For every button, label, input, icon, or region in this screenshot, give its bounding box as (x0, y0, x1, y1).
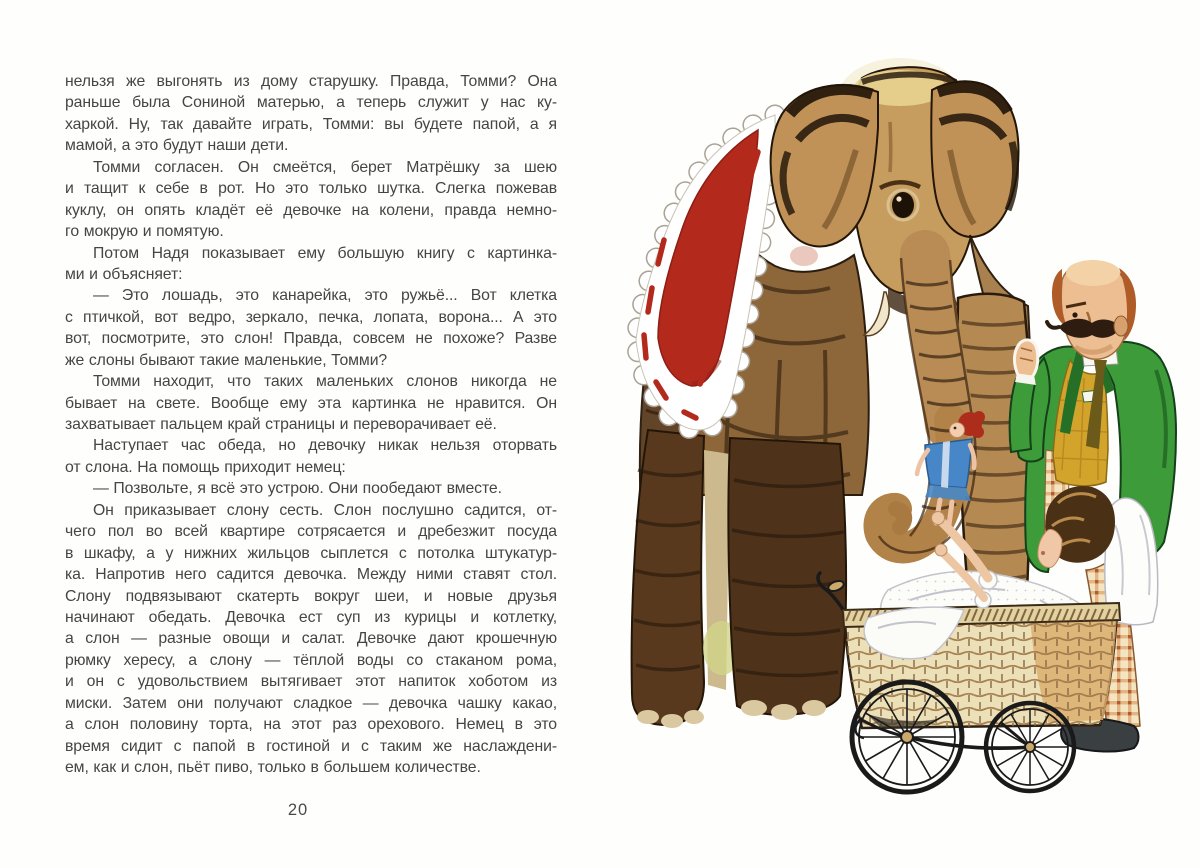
text-line: Он приказывает слону сесть. Слон послушно садится, от- (93, 501, 557, 519)
text-line: рюмку хересу, а слону — тёплой воды со стаканом рома, (65, 651, 557, 669)
text-line: начинают обедать. Девочка ест суп из курицы и котлетку, (65, 608, 557, 626)
text-line: — Позвольте, я всё это устрою. Они пообедают вместе. (93, 480, 502, 498)
text-line: и он с удовольствием вытягивает этот напиток хоботом из (65, 673, 557, 691)
text-line: чего пол во всей квартире сотрясается и дребезжит посуда (65, 523, 557, 541)
text-line: с птичкой, вот ведро, зеркало, печка, лопата, ворона... А это (65, 308, 557, 326)
raised-hand (1010, 340, 1050, 462)
story-text (65, 71, 557, 778)
page-number: 20 (287, 801, 309, 819)
doll-face (950, 423, 965, 438)
cheek-patch (790, 246, 818, 266)
text-line: в шкафу, а у нижних жильцов сыплется с потолка штукатур- (65, 544, 557, 562)
text-line: Слону подвязывают скатерть вокруг шеи, и новые друзья (65, 587, 557, 605)
elephant-eye-left (892, 192, 914, 218)
text-line: вот, посмотрите, это слон! Правда, совсем не похоже? Разве (65, 330, 557, 348)
text-line: от слона. На помощь приходит немец: (65, 458, 346, 476)
text-line: Томми согласен. Он смеётся, берет Матрёшку за шею (93, 158, 557, 176)
text-line: Томми находит, что таких маленьких слонов никогда не (93, 373, 557, 391)
elephant-ear-right (931, 81, 1018, 237)
girl-hand (932, 512, 945, 525)
girl-hand (935, 544, 947, 556)
text-line: раньше была Сониной матерью, а теперь служит у нас ку- (65, 94, 557, 112)
text-line: — Это лошадь, это канарейка, это ружьё... Вот клетка (93, 287, 557, 305)
text-line: а слон половину торта, на этот раз орехового. Немец в это (65, 716, 557, 734)
text-line: время сидит с папой в гостиной и с таким же наслаждени- (65, 737, 557, 755)
text-line: харкой. Ну, так давайте играть, Томми: вы будете папой, а я (65, 115, 557, 133)
text-line: нельзя же выгонять из дому старушку. Правда, Томми? Она (65, 73, 557, 90)
text-line: бывает на свете. Вообще ему эта картинка не нравится. Он (65, 394, 557, 412)
text-line: ка. Напротив него садится девочка. Между ними ставят стол. (65, 566, 557, 584)
text-line: го мокрую и помятую. (65, 223, 224, 241)
text-line: а слон — разные овощи и салат. Девочке дают крошечную (65, 630, 557, 648)
text-line: мамой, а это будут наши дети. (65, 137, 289, 155)
text-line: куклу, он опять кладёт её девочке на колени, правда немно- (65, 201, 557, 219)
text-line: Наступает час обеда, но девочку никак нельзя оторвать (93, 437, 557, 455)
man-eye (1072, 312, 1077, 317)
text-line: ем, как и слон, пьёт пиво, только в большем количестве. (65, 759, 481, 776)
text-line: захватывает пальцем край страницы и переворачивает её. (65, 416, 497, 433)
text-line: и тащит к себе в рот. Но это только шутка. Слегка пожевав (65, 180, 557, 198)
text-line: миски. Затем они получают сладкое — девочка чашку какао, (65, 694, 557, 712)
pram-wheel-front (852, 682, 962, 792)
elephant-illustration (600, 30, 1180, 842)
text-line: ми и объясняет: (65, 265, 183, 283)
tusk-left (864, 292, 889, 336)
pram-wheel-rear (986, 703, 1074, 791)
text-line: же слоны бывают такие маленькие, Томми? (65, 351, 388, 369)
text-line: Потом Надя показывает ему большую книгу с картинка- (93, 244, 557, 262)
